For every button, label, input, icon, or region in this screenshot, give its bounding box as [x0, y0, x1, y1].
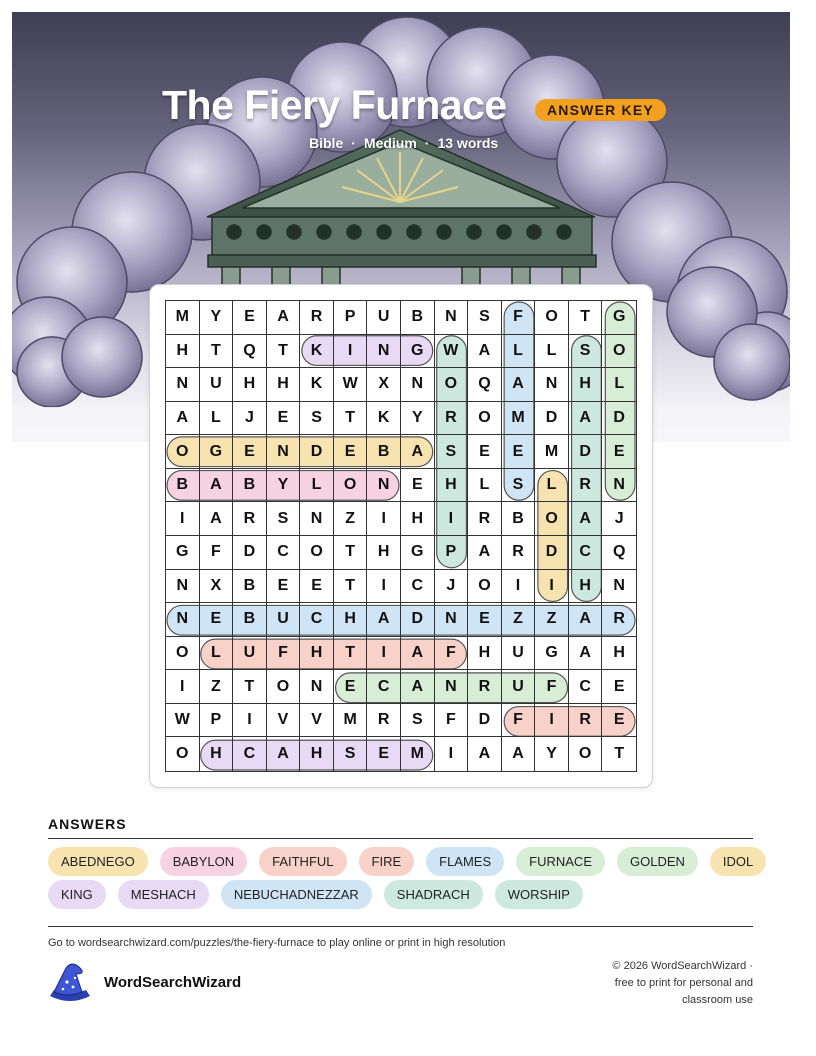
grid-cell: U [233, 637, 267, 671]
grid-cell: X [200, 570, 234, 604]
grid-cell: I [367, 570, 401, 604]
copyright-line: classroom use [682, 994, 753, 1006]
grid-cell: E [267, 570, 301, 604]
grid-cell: A [267, 737, 301, 771]
grid-cell: I [535, 570, 569, 604]
grid-cell: E [602, 704, 636, 738]
copyright [553, 958, 753, 1009]
grid-cell: S [401, 704, 435, 738]
grid-cell: S [334, 737, 368, 771]
grid-cell: O [166, 737, 200, 771]
grid-cell: A [367, 603, 401, 637]
grid-cell: E [233, 301, 267, 335]
grid-cell: A [468, 335, 502, 369]
grid-cell: E [267, 402, 301, 436]
grid-cell: E [401, 469, 435, 503]
grid-cell: H [300, 737, 334, 771]
grid-cell: D [535, 402, 569, 436]
grid-cell: E [468, 603, 502, 637]
grid-cell: N [535, 368, 569, 402]
letter-grid [165, 300, 637, 772]
grid-cell: N [602, 570, 636, 604]
grid-cell: A [267, 301, 301, 335]
grid-cell: H [401, 502, 435, 536]
grid-cell: T [233, 670, 267, 704]
answer-chip-furnace: FURNACE [516, 847, 605, 876]
grid-cell: R [602, 603, 636, 637]
grid-cell: U [200, 368, 234, 402]
grid-cell: Z [200, 670, 234, 704]
grid-cell: A [569, 603, 603, 637]
grid-cell: H [334, 603, 368, 637]
answer-chip-fire: FIRE [359, 847, 415, 876]
grid-cell: N [166, 570, 200, 604]
grid-cell: E [602, 435, 636, 469]
grid-cell: N [435, 670, 469, 704]
grid-cell: S [267, 502, 301, 536]
grid-cell: I [166, 670, 200, 704]
grid-cell: P [334, 301, 368, 335]
page-title: The Fiery Furnace [162, 82, 507, 128]
answer-chip-nebuchadnezzar: NEBUCHADNEZZAR [221, 880, 372, 909]
grid-cell: Y [535, 737, 569, 771]
grid-cell: O [535, 502, 569, 536]
meta-separator: · [351, 135, 356, 151]
grid-cell: T [614, 745, 625, 763]
brand-name: WordSearchWizard [104, 974, 242, 991]
grid-cell: F [502, 704, 536, 738]
grid-cell: N [166, 368, 200, 402]
grid-cell: J [233, 402, 267, 436]
grid-cell: D [401, 603, 435, 637]
grid-cell: S [569, 335, 603, 369]
grid-cell: A [502, 737, 536, 771]
grid-cell: O [166, 435, 200, 469]
grid-cell: F [502, 301, 536, 335]
grid-cell: L [200, 637, 234, 671]
grid-cell: V [267, 704, 301, 738]
grid-cell: U [267, 603, 301, 637]
grid-cell: C [233, 737, 267, 771]
wizard-hat-icon [46, 962, 94, 1006]
grid-cell: O [569, 737, 603, 771]
grid-cell: I [502, 570, 536, 604]
meta-difficulty: Medium [363, 135, 417, 151]
grid-cell: F [267, 637, 301, 671]
grid-cell: T [334, 637, 368, 671]
puzzle-meta [309, 135, 498, 151]
grid-cell: D [535, 536, 569, 570]
grid-cell: A [200, 469, 234, 503]
grid-cell: O [166, 637, 200, 671]
grid-cell: R [233, 502, 267, 536]
grid-cell: N [435, 301, 469, 335]
grid-cell: E [367, 737, 401, 771]
answers-list [48, 847, 768, 909]
grid-cell: T [569, 301, 603, 335]
grid-cell: H [468, 637, 502, 671]
grid-cell: H [166, 335, 200, 369]
grid-cell: H [267, 368, 301, 402]
grid-cell: E [468, 435, 502, 469]
grid-cell: E [200, 603, 234, 637]
grid-cell: K [300, 368, 334, 402]
answer-chip-abednego: ABEDNEGO [48, 847, 148, 876]
grid-cell: S [502, 469, 536, 503]
grid-cell: V [300, 704, 334, 738]
grid-cell: L [535, 469, 569, 503]
grid-cell: O [267, 670, 301, 704]
grid-cell: F [435, 637, 469, 671]
answer-chip-faithful: FAITHFUL [259, 847, 346, 876]
grid-cell: G [602, 301, 636, 335]
grid-cell: T [267, 335, 301, 369]
grid-cell: H [367, 536, 401, 570]
grid-cell: A [401, 637, 435, 671]
grid-cell: A [468, 536, 502, 570]
answer-chip-golden: GOLDEN [617, 847, 698, 876]
meta-word-count: 13 words [437, 135, 499, 151]
grid-cell: A [502, 368, 536, 402]
answer-key-badge: ANSWER KEY [535, 99, 666, 121]
answer-chip-meshach: MESHACH [118, 880, 209, 909]
grid-cell: P [435, 536, 469, 570]
grid-cell: N [367, 469, 401, 503]
grid-cell: N [435, 603, 469, 637]
grid-cell: L [468, 469, 502, 503]
grid-cell: N [300, 670, 334, 704]
grid-cell: P [200, 704, 234, 738]
answer-chip-worship: WORSHIP [495, 880, 583, 909]
grid-cell: A [401, 670, 435, 704]
grid-cell: I [435, 502, 469, 536]
grid-cell: F [200, 536, 234, 570]
grid-cell: Q [233, 335, 267, 369]
grid-cell: C [569, 670, 603, 704]
grid-cell: N [367, 335, 401, 369]
grid-cell: I [233, 704, 267, 738]
grid-cell: B [233, 570, 267, 604]
grid-cell: W [435, 335, 469, 369]
puzzle-link[interactable]: Go to wordsearchwizard.com/puzzles/the-fiery-furnace to play online or print in high resolution [48, 937, 506, 949]
grid-cell: F [535, 670, 569, 704]
grid-cell: G [401, 335, 435, 369]
grid-cell: I [166, 502, 200, 536]
grid-cell: A [569, 502, 603, 536]
copyright-line: free to print for personal and [614, 977, 753, 989]
grid-cell: H [569, 570, 603, 604]
meta-category: Bible [309, 135, 344, 151]
grid-cell: C [367, 670, 401, 704]
grid-cell: D [300, 435, 334, 469]
grid-cell: Y [401, 402, 435, 436]
grid-cell: A [166, 402, 200, 436]
grid-cell: L [535, 335, 569, 369]
grid-cell: L [602, 368, 636, 402]
grid-cell: L [300, 469, 334, 503]
grid-cell: A [401, 435, 435, 469]
grid-cell: B [367, 435, 401, 469]
grid-cell: H [602, 637, 636, 671]
grid-cell: N [300, 502, 334, 536]
grid-cell: Q [602, 536, 636, 570]
grid-cell: M [334, 704, 368, 738]
grid-cell: F [435, 704, 469, 738]
grid-cell: T [334, 402, 368, 436]
grid-cell: S [300, 402, 334, 436]
puzzle-grid-wrap [165, 300, 637, 772]
grid-cell: H [200, 737, 234, 771]
grid-cell: H [435, 469, 469, 503]
grid-cell: X [367, 368, 401, 402]
grid-cell: M [166, 301, 200, 335]
grid-cell: W [166, 704, 200, 738]
grid-cell: I [367, 502, 401, 536]
grid-cell: N [166, 603, 200, 637]
grid-cell: K [367, 402, 401, 436]
grid-cell: C [569, 536, 603, 570]
answer-chip-babylon: BABYLON [160, 847, 247, 876]
divider [48, 926, 753, 927]
grid-cell: G [401, 536, 435, 570]
grid-cell: I [435, 737, 469, 771]
answer-chip-flames: FLAMES [426, 847, 504, 876]
grid-cell: A [569, 402, 603, 436]
grid-cell: C [267, 536, 301, 570]
grid-cell: R [502, 536, 536, 570]
grid-cell: H [569, 368, 603, 402]
grid-cell: B [502, 502, 536, 536]
grid-cell: R [468, 502, 502, 536]
grid-cell: G [166, 536, 200, 570]
grid-cell: D [569, 435, 603, 469]
grid-cell: H [233, 368, 267, 402]
grid-cell: R [435, 402, 469, 436]
answer-chip-shadrach: SHADRACH [384, 880, 483, 909]
grid-cell: D [233, 536, 267, 570]
grid-cell: S [435, 435, 469, 469]
grid-cell: E [334, 435, 368, 469]
grid-cell: E [334, 670, 368, 704]
grid-cell: Y [200, 301, 234, 335]
grid-cell: N [401, 368, 435, 402]
grid-cell: Z [535, 603, 569, 637]
grid-cell: E [300, 570, 334, 604]
grid-cell: O [468, 570, 502, 604]
grid-cell: L [200, 402, 234, 436]
grid-cell: M [401, 737, 435, 771]
grid-cell: O [468, 402, 502, 436]
meta-separator: · [424, 135, 430, 151]
grid-cell: B [401, 301, 435, 335]
grid-cell: A [200, 502, 234, 536]
copyright-line: © 2026 WordSearchWizard · [612, 960, 753, 972]
grid-cell: I [334, 335, 368, 369]
grid-cell: O [334, 469, 368, 503]
grid-cell: N [602, 469, 636, 503]
grid-cell: A [468, 737, 502, 771]
grid-cell: I [367, 637, 401, 671]
answer-chip-king: KING [48, 880, 106, 909]
grid-cell: N [267, 435, 301, 469]
grid-cell: E [233, 435, 267, 469]
grid-cell: E [602, 670, 636, 704]
grid-cell: B [233, 603, 267, 637]
grid-cell: O [535, 301, 569, 335]
grid-cell: O [435, 368, 469, 402]
grid-cell: T [334, 536, 368, 570]
grid-cell: H [300, 637, 334, 671]
answers-heading: ANSWERS [48, 816, 127, 832]
grid-cell: R [367, 704, 401, 738]
grid-cell: J [435, 570, 469, 604]
grid-cell: Y [267, 469, 301, 503]
grid-cell: L [502, 335, 536, 369]
grid-cell: D [468, 704, 502, 738]
grid-cell: E [502, 435, 536, 469]
grid-cell: M [535, 435, 569, 469]
grid-cell: U [502, 670, 536, 704]
grid-cell: R [569, 469, 603, 503]
answer-chip-idol: IDOL [710, 847, 766, 876]
grid-cell: R [300, 301, 334, 335]
grid-cell: D [602, 402, 636, 436]
grid-cell: Q [468, 368, 502, 402]
grid-cell: K [300, 335, 334, 369]
grid-cell: M [502, 402, 536, 436]
grid-cell: R [468, 670, 502, 704]
grid-cell: A [569, 637, 603, 671]
grid-cell: T [200, 335, 234, 369]
grid-cell: C [300, 603, 334, 637]
grid-cell: Z [334, 502, 368, 536]
grid-cell: O [300, 536, 334, 570]
grid-cell: O [602, 335, 636, 369]
grid-cell: I [535, 704, 569, 738]
grid-cell: C [401, 570, 435, 604]
grid-cell: B [233, 469, 267, 503]
grid-cell: S [468, 301, 502, 335]
grid-cell: U [502, 637, 536, 671]
grid-cell: W [334, 368, 368, 402]
grid-cell: Z [502, 603, 536, 637]
grid-cell: G [535, 637, 569, 671]
grid-cell: R [569, 704, 603, 738]
divider [48, 838, 753, 839]
grid-cell: B [166, 469, 200, 503]
grid-cell: U [367, 301, 401, 335]
grid-cell: T [334, 570, 368, 604]
grid-cell: J [602, 502, 636, 536]
grid-cell: G [200, 435, 234, 469]
